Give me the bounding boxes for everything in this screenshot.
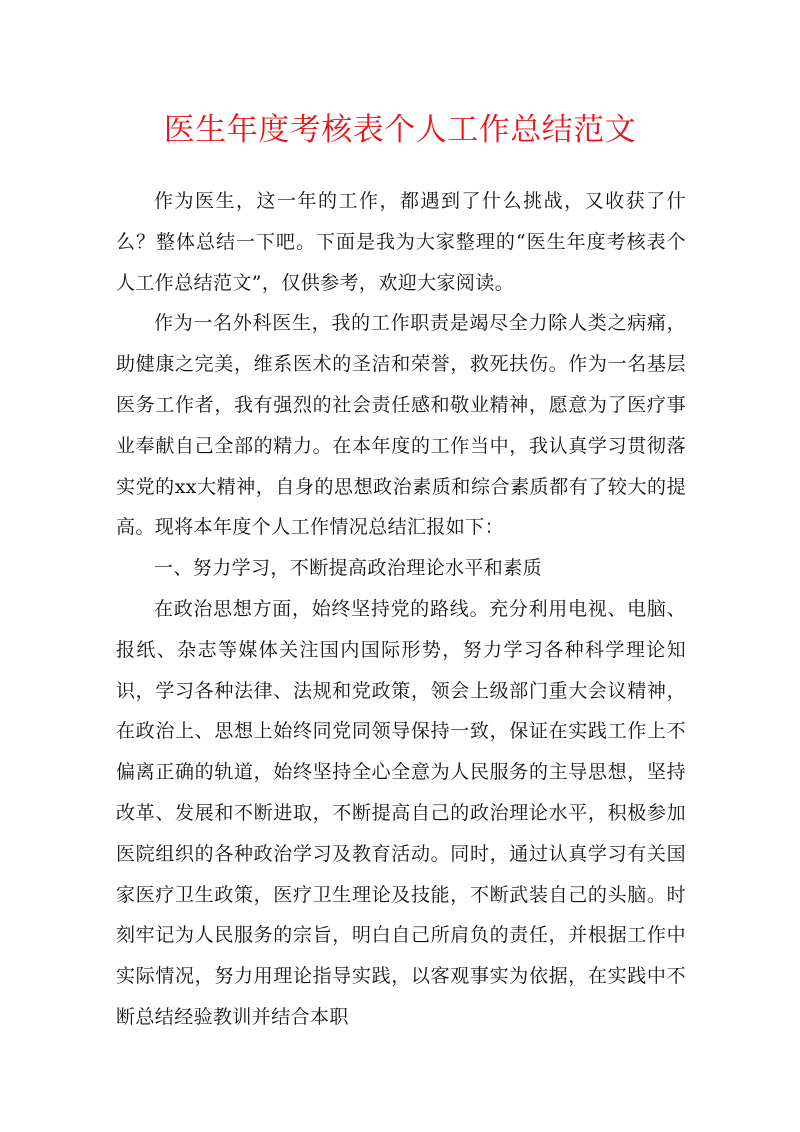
paragraph-intro: 作为医生，这一年的工作，都遇到了什么挑战，又收获了什么？整体总结一下吧。下面是我为大家整理的“医生年度考核表个人工作总结范文”，仅供参考，欢迎大家阅读。	[116, 190, 686, 294]
paragraph-role: 作为一名外科医生，我的工作职责是竭尽全力除人类之病痛，助健康之完美，维系医术的圣洁和荣誉，救死扶伤。作为一名基层医务工作者，我有强烈的社会责任感和敬业精神，愿意为了医疗事业奉献自己全部的精力。在本年度的工作当中，我认真学习贯彻落实党的xx大精神，自身的思想政治素质和综合素质都有了较大的提高。现将本年度个人工作情况总结汇报如下：	[116, 312, 686, 539]
document-title: 医生年度考核表个人工作总结范文	[163, 112, 637, 148]
document-body	[116, 181, 686, 1038]
section-heading: 一、努力学习，不断提高政治理论水平和素质	[154, 557, 543, 580]
paragraph-politics: 在政治思想方面，始终坚持党的路线。充分利用电视、电脑、报纸、杂志等媒体关注国内国际形势，努力学习各种科学理论知识，学习各种法律、法规和党政策，领会上级部门重大会议精神，在政治上、思想上始终同党同领导保持一致，保证在实践工作上不偏离正确的轨道，始终坚持全心全意为人民服务的主导思想，坚持改革、发展和不断进取，不断提高自己的政治理论水平，积极参加医院组织的各种政治学习及教育活动。同时，通过认真学习有关国家医疗卫生政策，医疗卫生理论及技能，不断武装自己的头脑。时刻牢记为人民服务的宗旨，明白自己所肩负的责任，并根据工作中实际情况，努力用理论指导实践，以客观事实为依据，在实践中不断总结经验教训并结合本职	[116, 597, 686, 1028]
